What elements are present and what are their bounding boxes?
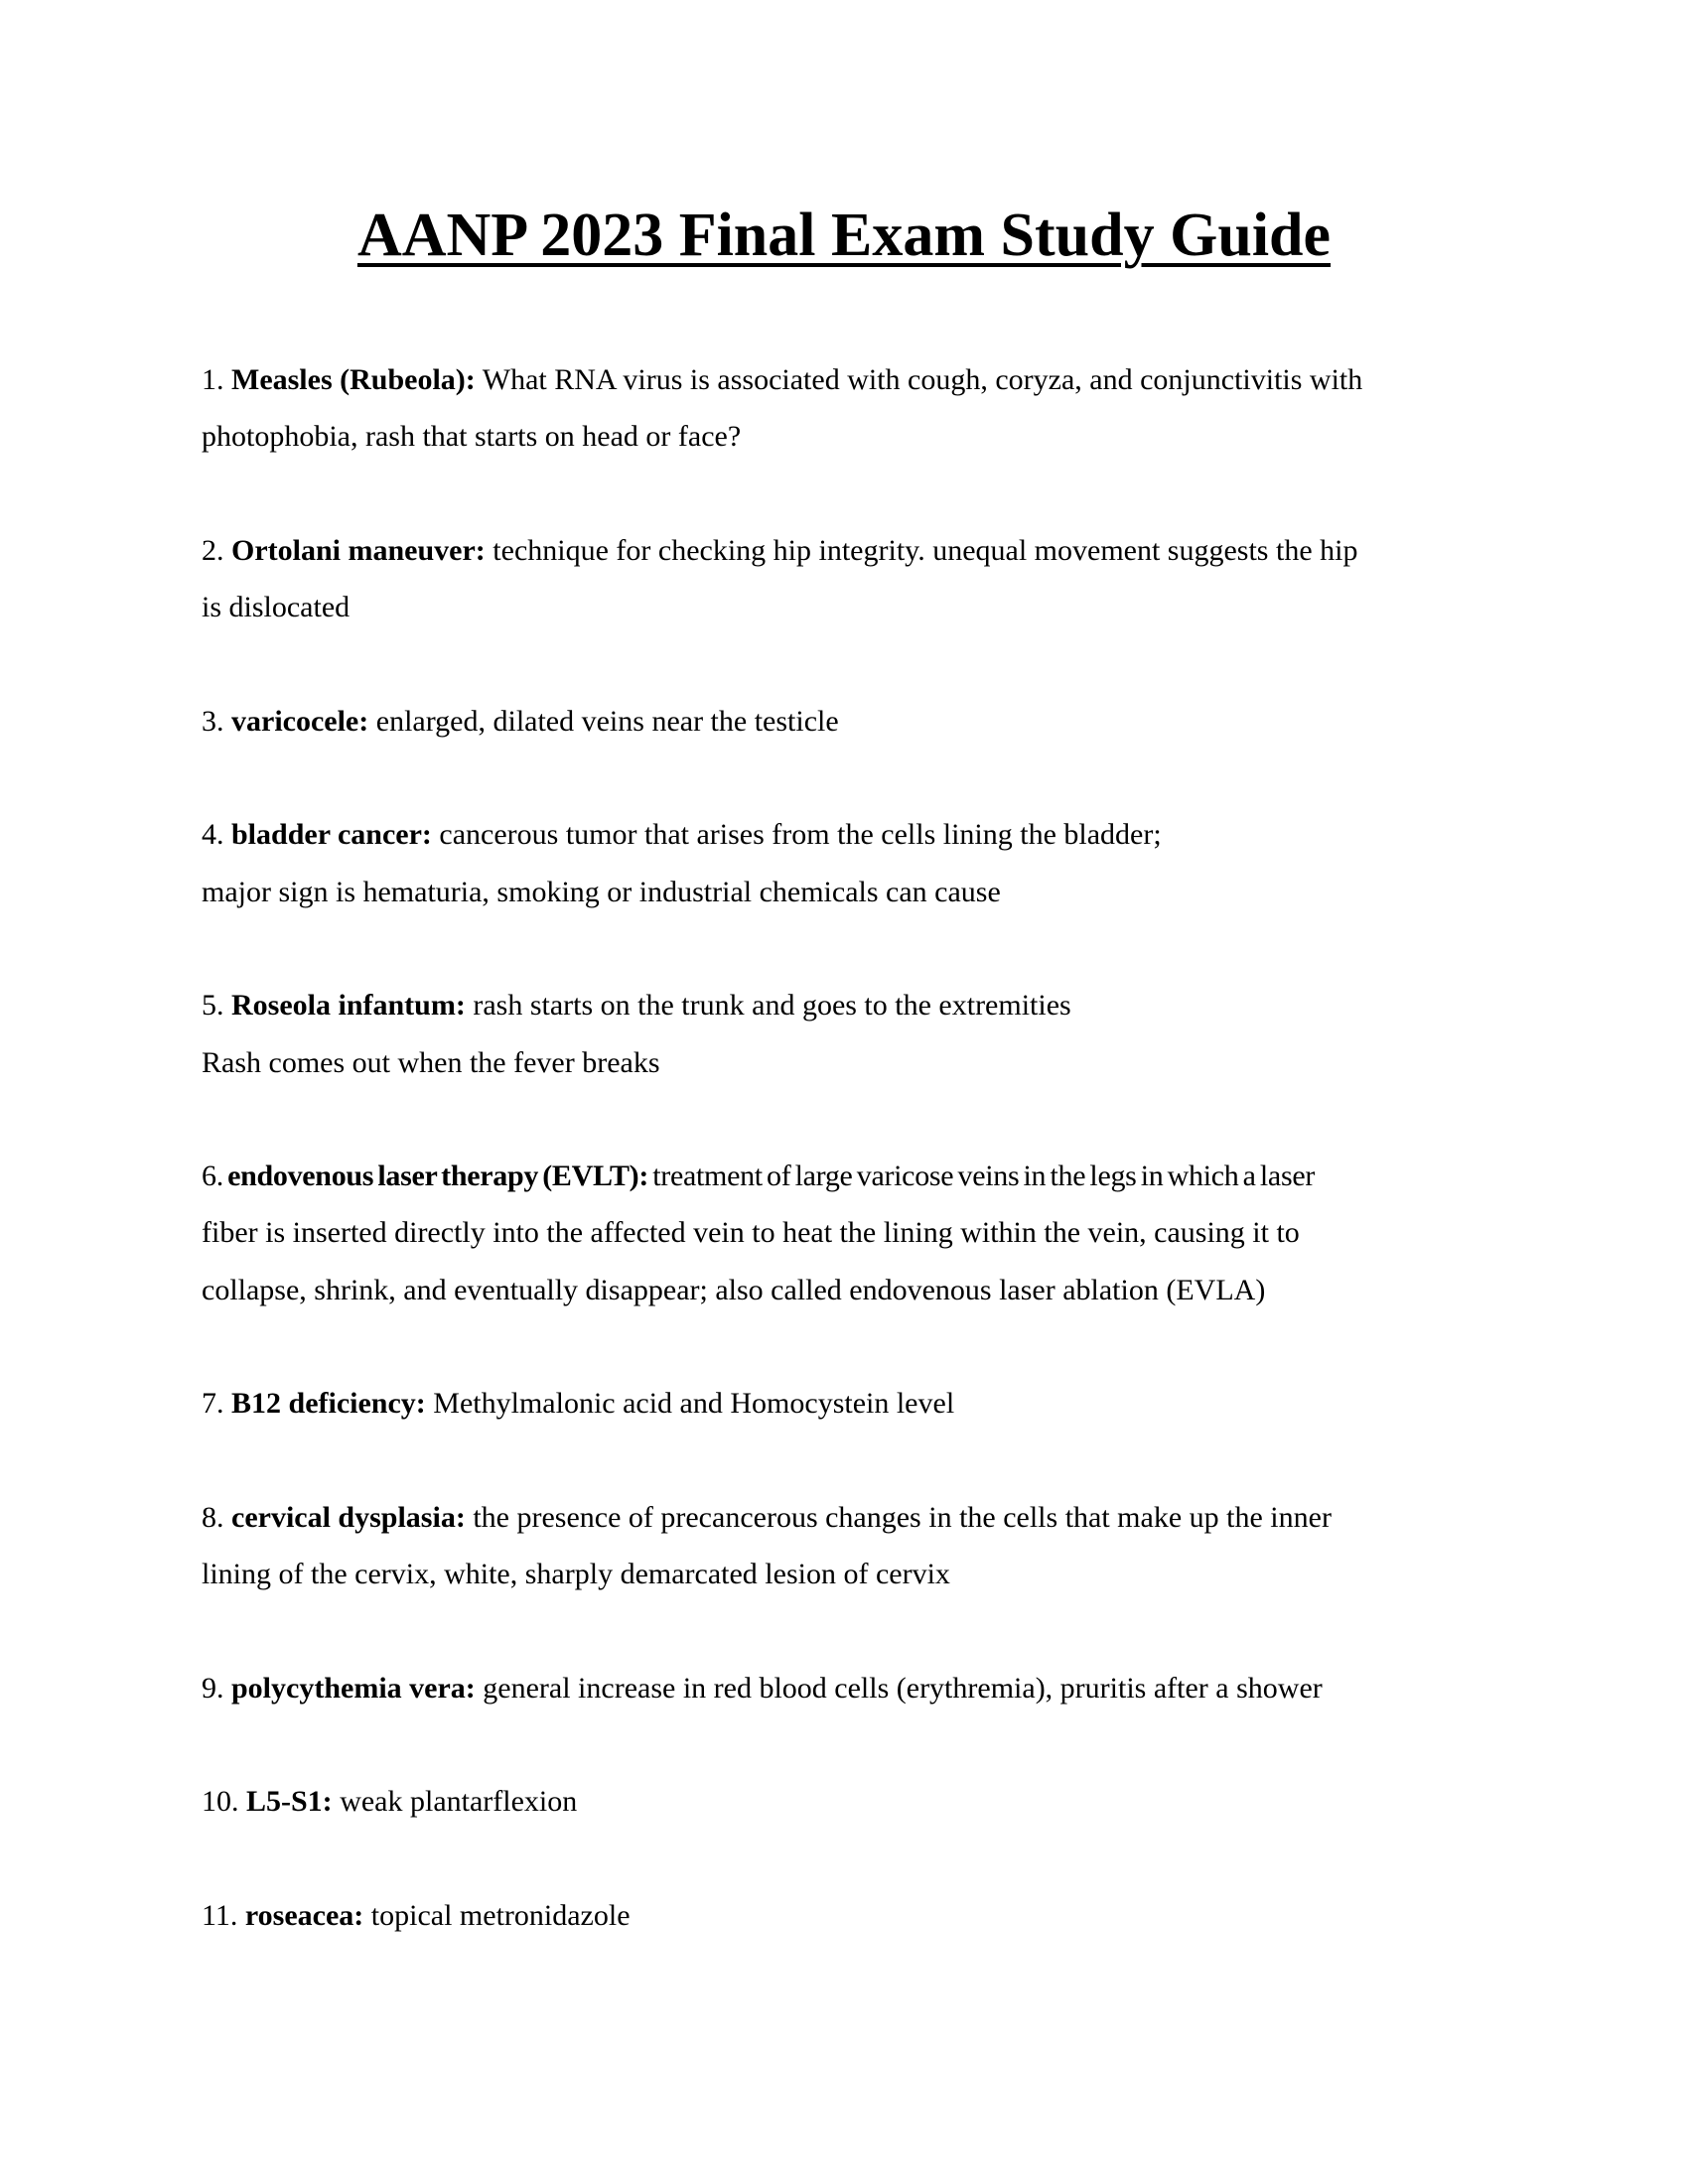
item-term: B12 deficiency: [231, 1387, 426, 1421]
study-guide-list [202, 351, 1512, 2001]
list-item-roseola [202, 977, 1512, 1091]
item-number: 4. [202, 818, 224, 852]
item-definition: general increase in red blood cells (erythremia), pruritis after a shower [483, 1671, 1323, 1705]
item-definition: treatment of large varicose veins in the legs in which a laser [652, 1160, 1316, 1193]
item-line [202, 1660, 1512, 1716]
item-line [202, 1773, 1512, 1830]
item-term: varicocele: [231, 704, 369, 738]
item-term: roseacea: [244, 1899, 364, 1933]
item-definition: enlarged, dilated veins near the testicle [375, 704, 839, 738]
item-line [202, 351, 1512, 408]
item-line [202, 1887, 1512, 1944]
item-line: collapse, shrink, and eventually disappear; also called endovenous laser ablation (EVLA) [202, 1273, 1266, 1306]
item-term: L5-S1: [246, 1785, 333, 1819]
list-item-l5-s1 [202, 1773, 1512, 1830]
item-line [202, 693, 1512, 750]
item-line: major sign is hematuria, smoking or industrial chemicals can cause [202, 875, 1001, 908]
item-definition: the presence of precancerous changes in the cells that make up the inner [473, 1500, 1332, 1534]
item-number: 10. [202, 1785, 239, 1819]
list-item-measles [202, 351, 1512, 466]
list-item-roseacea [202, 1887, 1512, 1944]
item-term: Ortolani maneuver: [231, 533, 486, 567]
item-line [202, 1375, 1512, 1432]
item-number: 11. [202, 1899, 238, 1933]
item-term: bladder cancer: [231, 818, 432, 852]
item-definition: technique for checking hip integrity. unequal movement suggests the hip [492, 533, 1358, 567]
item-line: photophobia, rash that starts on head or face? [202, 420, 742, 454]
page-title: AANP 2023 Final Exam Study Guide [356, 202, 1332, 269]
item-line [202, 977, 1512, 1033]
item-number: 8. [202, 1500, 224, 1534]
item-line: fiber is inserted directly into the affected vein to heat the lining within the vein, causing it to [202, 1216, 1300, 1250]
list-item-ortolani [202, 522, 1512, 636]
item-term: cervical dysplasia: [231, 1500, 466, 1534]
item-line [202, 806, 1512, 863]
item-definition: What RNA virus is associated with cough, coryza, and conjunctivitis with [482, 363, 1363, 396]
list-item-varicocele [202, 693, 1512, 750]
item-line: is dislocated [202, 591, 351, 624]
item-term: Measles (Rubeola): [231, 363, 476, 396]
item-number: 3. [202, 704, 224, 738]
item-number: 5. [202, 989, 224, 1023]
item-definition: cancerous tumor that arises from the cells lining the bladder; [439, 818, 1162, 852]
item-line: Rash comes out when the fever breaks [202, 1045, 660, 1079]
item-term: Roseola infantum: [231, 989, 466, 1023]
list-item-evlt [202, 1148, 1512, 1318]
item-definition: weak plantarflexion [340, 1785, 578, 1819]
item-line [202, 1148, 1512, 1204]
list-item-b12-deficiency [202, 1375, 1512, 1432]
list-item-bladder-cancer [202, 806, 1512, 920]
list-item-cervical-dysplasia [202, 1489, 1512, 1603]
item-number: 2. [202, 533, 224, 567]
item-definition: topical metronidazole [370, 1899, 631, 1933]
item-definition: Methylmalonic acid and Homocystein level [433, 1387, 955, 1421]
item-line [202, 522, 1512, 579]
item-definition: rash starts on the trunk and goes to the extremities [473, 989, 1071, 1023]
list-item-polycythemia-vera [202, 1660, 1512, 1716]
item-line: lining of the cervix, white, sharply demarcated lesion of cervix [202, 1558, 950, 1591]
item-term: endovenous laser therapy (EVLT): [227, 1160, 649, 1193]
item-number: 9. [202, 1671, 224, 1705]
item-number: 1. [202, 363, 224, 396]
item-line [202, 1489, 1512, 1546]
item-number: 7. [202, 1387, 224, 1421]
item-term: polycythemia vera: [231, 1671, 476, 1705]
item-number: 6. [202, 1160, 223, 1193]
